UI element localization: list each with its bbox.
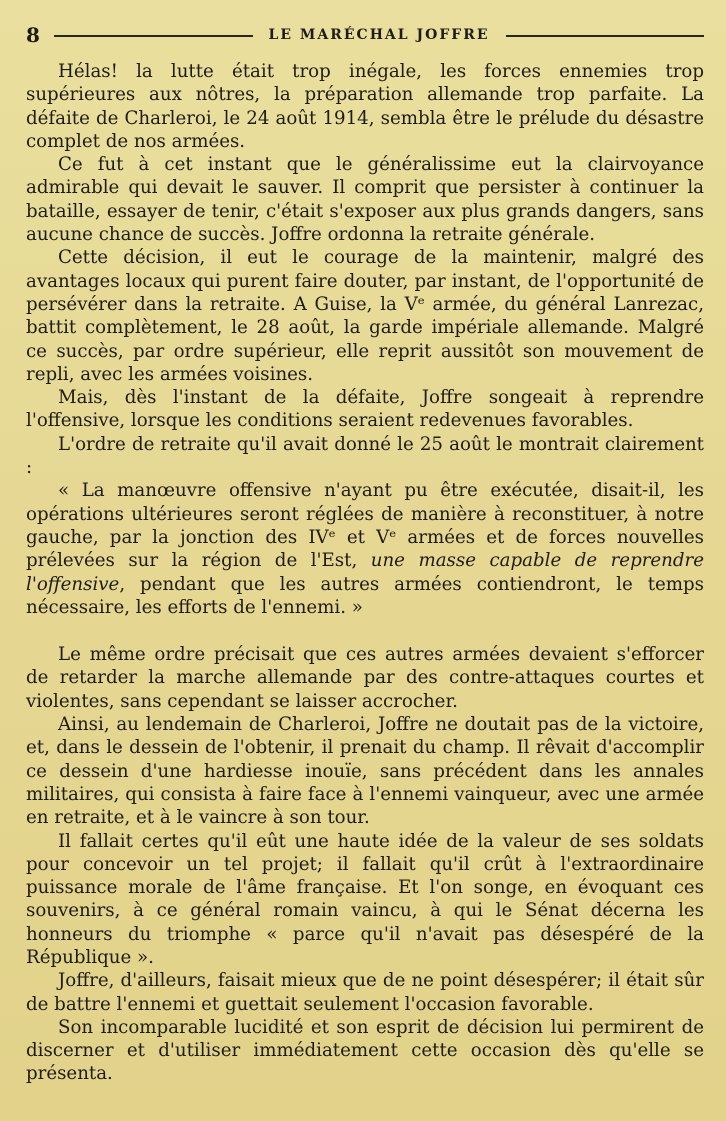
- quote-text: , pendant que les autres armées contiendront, le temps nécessaire, les efforts de l'ennemi. »: [26, 573, 704, 618]
- paragraph: Cette décision, il eut le courage de la maintenir, malgré des avantages locaux qui purent faire douter, par instant, de l'opportunité de persévérer dans la retraite. A Guise, la Vᵉ armée, du général Lanrezac, battit complètement, le 28 août, la garde impériale allemande. Malgré ce succès, par ordre supérieur, elle reprit aussitôt son mouvement de repli, avec les armées voisines.: [26, 247, 704, 385]
- paragraph: Il fallait certes qu'il eût une haute idée de la valeur de ses soldats pour concevoir un tel projet; il fallait qu'il crût à l'extraordinaire puissance morale de l'âme française. Et l'on songe, en évoquant ces souvenirs, à ce général romain vaincu, à qui le Sénat décerna les honneurs du triomphe « parce qu'il n'avait pas désespéré de la République ».: [26, 830, 704, 968]
- page-number: 8: [26, 23, 40, 47]
- page-body: [26, 60, 704, 1086]
- header-rule-right: [506, 35, 705, 37]
- header-rule-left: [54, 35, 253, 37]
- quoted-order: [26, 479, 704, 619]
- paragraph: Ainsi, au lendemain de Charleroi, Joffre ne doutait pas de la victoire, et, dans le dessein de l'obtenir, il prenait du champ. Il rêvait d'accomplir ce dessein d'une hardiesse inouïe, sans précédent dans les annales militaires, qui consista à faire face à l'ennemi vainqueur, avec une armée en retraite, et à le vaincre à son tour.: [26, 714, 704, 829]
- paragraph: Hélas! la lutte était trop inégale, les forces ennemies trop supérieures aux nôtres, la préparation allemande trop parfaite. La défaite de Charleroi, le 24 août 1914, sembla être le prélude du désastre complet de nos armées.: [26, 61, 704, 152]
- paragraph: Son incomparable lucidité et son esprit de décision lui permirent de discerner et d'utiliser immédiatement cette occasion dès qu'elle se présenta.: [26, 1016, 704, 1085]
- running-title: LE MARÉCHAL JOFFRE: [268, 27, 490, 43]
- paragraph: Mais, dès l'instant de la défaite, Joffre songeait à reprendre l'offensive, lorsque les conditions seraient redevenues favorables.: [26, 387, 704, 432]
- paragraph: Le même ordre précisait que ces autres armées devaient s'efforcer de retarder la marche allemande par des contre-attaques courtes et violentes, sans cependant se laisser accrocher.: [26, 644, 704, 712]
- quote-text: « La manœuvre offensive n'ayant pu être exécutée, disait-il, les opérations ultérieures seront réglées de manière à reconstituer, à notre gauche, par la jonction des IVᵉ et Vᵉ armées et de forces nouvelles prélevées sur la région de l'Est,: [26, 480, 704, 572]
- paragraph: Ce fut à cet instant que le généralissime eut la clairvoyance admirable qui devait le sauver. Il comprit que persister à continuer la bataille, essayer de tenir, c'était s'exposer aux plus grands dangers, sans aucune chance de succès. Joffre ordonna la retraite générale.: [26, 154, 704, 246]
- paragraph: Joffre, d'ailleurs, faisait mieux que de ne point désespérer; il était sûr de battre l'ennemi et guettait seulement l'occasion favorable.: [26, 970, 704, 1015]
- page-header: [26, 20, 704, 50]
- paragraph: L'ordre de retraite qu'il avait donné le 25 août le montrait clairement :: [26, 433, 704, 479]
- quote-emphasis: une masse capable de reprendre l'offensive: [26, 550, 704, 595]
